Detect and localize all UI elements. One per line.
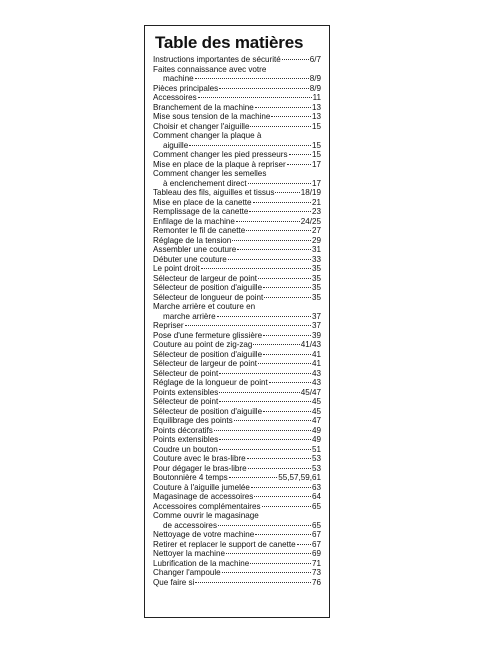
toc-entry	[153, 236, 321, 246]
toc-entry-title: Mise en place de la canette	[153, 197, 252, 207]
toc-dot-leader	[289, 154, 311, 155]
toc-entry-line	[153, 445, 321, 455]
toc-entry-title: Instructions importantes de sécurité	[153, 55, 281, 64]
toc-entry-line	[153, 369, 321, 379]
toc-entry-title: Comment changer la plaque à	[153, 131, 262, 140]
toc-entry	[153, 112, 321, 122]
toc-entry	[153, 435, 321, 445]
toc-page-number: 21	[311, 197, 321, 207]
toc-list	[153, 55, 321, 587]
toc-entry-title: Faites connaissance avec votre	[153, 64, 267, 74]
toc-entry-title: Couture à l'aiguille jumelée	[153, 482, 250, 492]
toc-entry-title: Sélecteur de position d'aiguille	[153, 283, 263, 292]
toc-dot-leader	[251, 487, 311, 488]
toc-dot-leader	[219, 439, 311, 440]
toc-entry-title: Débuter une couture	[153, 254, 227, 264]
toc-entry-title: Retirer et replacer le support de canette	[153, 539, 296, 549]
toc-page-number: 41	[311, 359, 321, 368]
toc-page-number: 51	[311, 444, 321, 454]
toc-entry-line	[153, 226, 321, 236]
toc-entry	[153, 559, 321, 569]
toc-entry-line	[153, 179, 321, 189]
toc-entry-line	[153, 255, 321, 265]
toc-entry	[153, 160, 321, 170]
toc-entry-title: Remonter le fil de canette	[153, 226, 246, 235]
toc-entry	[153, 388, 321, 398]
toc-dot-leader	[236, 221, 300, 222]
toc-dot-leader	[255, 534, 311, 535]
toc-page-number: 49	[311, 425, 321, 435]
toc-page-number: 41/43	[300, 340, 321, 349]
toc-entry-title: Comment changer les pied presseurs	[153, 150, 288, 159]
toc-entry-title: Marche arrière et couture en	[153, 302, 256, 311]
toc-dot-leader	[255, 107, 311, 108]
toc-page-number: 18/19	[300, 188, 321, 197]
toc-page-number: 13	[311, 112, 321, 121]
toc-entry-line	[153, 388, 321, 398]
toc-dot-leader	[195, 582, 311, 583]
toc-entry	[153, 378, 321, 388]
toc-entry-title: Sélecteur de largeur de point	[153, 273, 257, 283]
toc-page-number: 27	[311, 226, 321, 235]
toc-entry-line	[153, 160, 321, 170]
toc-entry-title: Que faire si	[153, 577, 195, 587]
toc-page-number: 45	[311, 397, 321, 406]
toc-dot-leader	[271, 116, 311, 117]
toc-entry-line	[153, 435, 321, 445]
toc-entry-line	[153, 150, 321, 160]
toc-dot-leader	[219, 401, 311, 402]
toc-entry-line	[153, 416, 321, 426]
toc-entry-title: Lubrification de la machine	[153, 558, 250, 568]
toc-entry-line	[153, 473, 321, 483]
toc-page-number: 13	[311, 102, 321, 112]
toc-entry	[153, 502, 321, 512]
toc-entry	[153, 283, 321, 293]
toc-entry-line	[153, 521, 321, 531]
toc-entry-line	[153, 331, 321, 341]
toc-dot-leader	[250, 126, 311, 127]
toc-page-number: 37	[311, 311, 321, 321]
toc-entry-line	[153, 464, 321, 474]
toc-entry-title: marche arrière	[163, 311, 216, 321]
toc-entry-title: Assembler une couture	[153, 245, 237, 254]
toc-entry	[153, 122, 321, 132]
toc-dot-leader	[217, 316, 311, 317]
toc-entry-title: Sélecteur de point	[153, 368, 219, 378]
toc-entry-line	[153, 141, 321, 151]
toc-entry-title: à enclenchement direct	[163, 178, 247, 188]
toc-dot-leader	[263, 354, 311, 355]
toc-page-number: 35	[311, 273, 321, 283]
toc-page-number: 39	[311, 330, 321, 340]
toc-entry	[153, 568, 321, 578]
toc-entry	[153, 426, 321, 436]
toc-entry-line	[153, 321, 321, 331]
toc-page-number: 67	[311, 530, 321, 539]
toc-entry-line	[153, 217, 321, 227]
toc-dot-leader	[226, 553, 311, 554]
toc-entry-line	[153, 283, 321, 293]
toc-entry-title: Equilibrage des points	[153, 416, 233, 425]
toc-entry-line	[153, 264, 321, 274]
toc-entry	[153, 293, 321, 303]
toc-entry	[153, 416, 321, 426]
toc-entry-line	[153, 103, 321, 113]
toc-entry	[153, 549, 321, 559]
toc-page-number: 67	[311, 539, 321, 549]
toc-entry-line	[153, 207, 321, 217]
toc-page-number: 15	[311, 150, 321, 159]
toc-entry-title: Sélecteur de point	[153, 397, 219, 406]
toc-entry-line	[153, 274, 321, 284]
toc-entry-line	[153, 359, 321, 369]
toc-dot-leader	[198, 97, 312, 98]
toc-entry-line	[153, 492, 321, 502]
toc-entry-line	[153, 169, 321, 179]
toc-entry-line	[153, 378, 321, 388]
toc-page-number: 47	[311, 416, 321, 425]
toc-dot-leader	[263, 411, 311, 412]
toc-entry-line	[153, 293, 321, 303]
toc-page-number: 35	[311, 264, 321, 273]
toc-entry	[153, 93, 321, 103]
toc-entry-line	[153, 312, 321, 322]
toc-entry-title: Pour dégager le bras-libre	[153, 463, 247, 473]
toc-page-number: 8/9	[309, 83, 321, 93]
toc-entry-title: Choisir et changer l'aiguille	[153, 121, 250, 131]
toc-dot-leader	[249, 211, 311, 212]
toc-entry	[153, 321, 321, 331]
toc-entry-line	[153, 131, 321, 141]
toc-entry-title: Branchement de la machine	[153, 102, 254, 112]
toc-dot-leader	[219, 392, 299, 393]
toc-page-number: 15	[311, 121, 321, 131]
toc-entry	[153, 84, 321, 94]
toc-entry-line	[153, 302, 321, 312]
toc-entry-line	[153, 559, 321, 569]
toc-entry	[153, 131, 321, 150]
toc-dot-leader	[264, 297, 311, 298]
toc-dot-leader	[287, 164, 311, 165]
toc-dot-leader	[253, 344, 299, 345]
toc-entry-line	[153, 245, 321, 255]
toc-entry-title: Remplissage de la canette	[153, 207, 249, 216]
toc-entry	[153, 454, 321, 464]
toc-dot-leader	[247, 458, 311, 459]
toc-entry-title: Pose d'une fermeture glissière	[153, 330, 263, 340]
toc-dot-leader	[219, 449, 311, 450]
toc-entry-title: Boutonnière 4 temps	[153, 473, 228, 482]
toc-entry-title: Réglage de la longueur de point	[153, 378, 268, 387]
toc-page-number: 73	[311, 568, 321, 577]
toc-entry-line	[153, 549, 321, 559]
toc-entry	[153, 483, 321, 493]
toc-page-number: 35	[311, 283, 321, 292]
toc-entry-line	[153, 350, 321, 360]
toc-entry	[153, 473, 321, 483]
toc-entry-line	[153, 511, 321, 521]
toc-dot-leader	[214, 430, 311, 431]
toc-dot-leader	[254, 496, 311, 497]
toc-entry-title: Enfilage de la machine	[153, 216, 235, 226]
toc-page-number: 45/47	[300, 387, 321, 397]
toc-page-number: 31	[311, 245, 321, 254]
toc-page-number: 53	[311, 454, 321, 463]
toc-entry-line	[153, 540, 321, 550]
toc-entry-line	[153, 340, 321, 350]
toc-page-number: 64	[311, 492, 321, 501]
toc-page-number: 63	[311, 482, 321, 492]
toc-page-number: 53	[311, 463, 321, 473]
toc-entry-title: aiguille	[163, 140, 189, 150]
toc-entry-title: Sélecteur de position d'aiguille	[153, 349, 263, 359]
toc-entry	[153, 464, 321, 474]
toc-page-number: 55,57,59,61	[278, 473, 321, 482]
toc-page-number: 43	[311, 378, 321, 387]
toc-dot-leader	[232, 240, 311, 241]
toc-page-number: 43	[311, 368, 321, 378]
toc-dot-leader	[234, 420, 311, 421]
toc-entry-title: Tableau des fils, aiguilles et tissus	[153, 188, 275, 197]
toc-entry	[153, 226, 321, 236]
toc-entry-title: Nettoyage de votre machine	[153, 530, 255, 539]
toc-page-number: 8/9	[309, 74, 321, 83]
toc-dot-leader	[246, 230, 311, 231]
toc-entry	[153, 445, 321, 455]
toc-dot-leader	[185, 325, 311, 326]
toc-entry-line	[153, 236, 321, 246]
toc-dot-leader	[222, 572, 311, 573]
toc-dot-leader	[297, 544, 311, 545]
toc-entry	[153, 274, 321, 284]
toc-page-number: 37	[311, 321, 321, 330]
toc-dot-leader	[228, 259, 311, 260]
toc-entry-line	[153, 112, 321, 122]
toc-page-number: 6/7	[309, 55, 321, 64]
toc-page-number: 65	[311, 501, 321, 511]
toc-title: Table des matières	[155, 33, 304, 52]
toc-entry-line	[153, 578, 321, 588]
toc-entry-title: Pièces principales	[153, 83, 219, 93]
toc-entry-title: Le point droit	[153, 264, 200, 273]
toc-dot-leader	[263, 287, 311, 288]
toc-entry	[153, 245, 321, 255]
table-of-contents-frame	[144, 25, 330, 618]
toc-entry-title: Sélecteur de position d'aiguille	[153, 406, 263, 416]
toc-entry-title: Points décoratifs	[153, 425, 213, 435]
toc-dot-leader	[269, 382, 311, 383]
toc-dot-leader	[248, 183, 311, 184]
toc-entry-line	[153, 568, 321, 578]
toc-dot-leader	[275, 192, 299, 193]
toc-dot-leader	[237, 249, 311, 250]
toc-entry	[153, 302, 321, 321]
toc-entry	[153, 207, 321, 217]
toc-dot-leader	[229, 477, 278, 478]
toc-entry-line	[153, 93, 321, 103]
toc-entry	[153, 188, 321, 198]
toc-entry-line	[153, 530, 321, 540]
toc-page-number: 29	[311, 235, 321, 245]
toc-entry	[153, 340, 321, 350]
toc-dot-leader	[258, 278, 311, 279]
toc-page-number: 49	[311, 435, 321, 444]
toc-entry	[153, 530, 321, 540]
toc-entry-line	[153, 122, 321, 132]
toc-entry-title: de accessoires	[163, 520, 217, 530]
toc-page-number: 35	[311, 292, 321, 302]
toc-entry-title: Sélecteur de longueur de point	[153, 292, 264, 302]
toc-entry	[153, 264, 321, 274]
toc-entry	[153, 65, 321, 84]
toc-page-number: 17	[311, 178, 321, 188]
toc-dot-leader	[201, 268, 311, 269]
toc-entry-line	[153, 397, 321, 407]
toc-entry-title: Repriser	[153, 321, 184, 330]
toc-entry	[153, 331, 321, 341]
toc-page-number: 33	[311, 254, 321, 264]
toc-page-number: 65	[311, 520, 321, 530]
toc-entry-title: Mise sous tension de la machine	[153, 112, 271, 121]
toc-dot-leader	[258, 363, 311, 364]
toc-entry-title: Accessoires complémentaires	[153, 501, 261, 511]
toc-page-number: 15	[311, 140, 321, 150]
toc-page-number: 71	[311, 558, 321, 568]
toc-entry	[153, 103, 321, 113]
toc-entry	[153, 55, 321, 65]
toc-page-number: 45	[311, 406, 321, 416]
toc-page-number: 76	[311, 577, 321, 587]
toc-dot-leader	[219, 373, 311, 374]
toc-entry-line	[153, 55, 321, 65]
toc-entry	[153, 217, 321, 227]
toc-entry-title: Comme ouvrir le magasinage	[153, 511, 259, 520]
toc-dot-leader	[250, 563, 311, 564]
toc-entry-title: Points extensibles	[153, 435, 219, 444]
toc-entry-line	[153, 188, 321, 198]
toc-entry	[153, 369, 321, 379]
toc-entry-title: Nettoyer la machine	[153, 549, 225, 558]
toc-dot-leader	[189, 145, 311, 146]
toc-entry-line	[153, 198, 321, 208]
toc-entry-line	[153, 502, 321, 512]
toc-entry-title: Couture avec le bras-libre	[153, 454, 246, 463]
toc-dot-leader	[218, 525, 311, 526]
toc-entry	[153, 492, 321, 502]
toc-page-number: 17	[311, 159, 321, 169]
toc-entry-title: machine	[163, 74, 194, 83]
toc-entry-line	[153, 74, 321, 84]
toc-entry-line	[153, 483, 321, 493]
toc-entry	[153, 511, 321, 530]
toc-entry	[153, 540, 321, 550]
toc-page-number: 23	[311, 207, 321, 216]
toc-entry-line	[153, 84, 321, 94]
toc-entry	[153, 359, 321, 369]
toc-entry	[153, 150, 321, 160]
toc-page-number: 69	[311, 549, 321, 558]
toc-entry-line	[153, 65, 321, 75]
toc-entry-title: Changer l'ampoule	[153, 568, 221, 577]
toc-entry-line	[153, 454, 321, 464]
toc-entry-title: Couture au point de zig-zag	[153, 340, 253, 349]
toc-entry-title: Coudre un bouton	[153, 444, 218, 454]
toc-entry	[153, 350, 321, 360]
toc-entry	[153, 578, 321, 588]
toc-entry-title: Réglage de la tension	[153, 235, 232, 245]
toc-dot-leader	[253, 202, 311, 203]
toc-page-number: 41	[311, 349, 321, 359]
toc-page-number: 11	[312, 93, 321, 102]
toc-entry-title: Accessoires	[153, 93, 197, 102]
toc-entry	[153, 255, 321, 265]
toc-dot-leader	[263, 335, 311, 336]
toc-dot-leader	[282, 59, 309, 60]
toc-dot-leader	[248, 468, 311, 469]
toc-entry	[153, 198, 321, 208]
toc-entry-title: Mise en place de la plaque à repriser	[153, 159, 286, 169]
toc-entry-line	[153, 407, 321, 417]
toc-dot-leader	[262, 506, 311, 507]
toc-entry-title: Comment changer les semelles	[153, 169, 267, 178]
toc-dot-leader	[195, 78, 309, 79]
toc-entry-title: Magasinage de accessoires	[153, 492, 254, 501]
toc-page-number: 24/25	[300, 216, 321, 226]
toc-entry	[153, 169, 321, 188]
toc-entry-title: Points extensibles	[153, 387, 219, 397]
toc-entry-line	[153, 426, 321, 436]
toc-dot-leader	[219, 88, 309, 89]
toc-entry-title: Sélecteur de largeur de point	[153, 359, 257, 368]
toc-entry	[153, 397, 321, 407]
toc-entry	[153, 407, 321, 417]
